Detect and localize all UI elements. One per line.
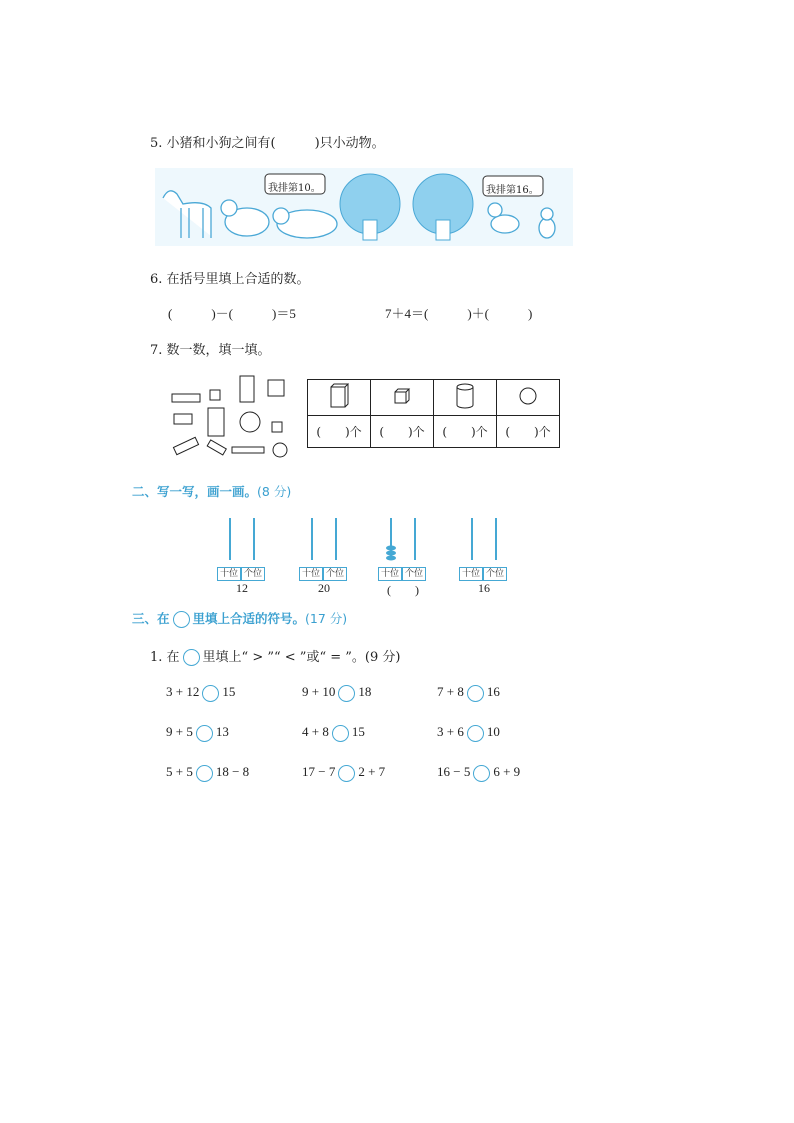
answer-circle[interactable] [196, 725, 213, 742]
count-blank-3[interactable]: ( )个 [434, 416, 497, 448]
count-blank-1[interactable]: ( )个 [308, 416, 371, 448]
section-3-title: 三、在 里填上合适的符号。(17 分) [132, 611, 348, 626]
section-2-title: 二、写一写，画一画。(8 分) [132, 484, 292, 499]
sphere-cell [497, 380, 560, 416]
animals-illustration [155, 168, 573, 246]
abacus-4: 十位 个位 16 [454, 516, 514, 596]
cuboid-tall-cell [308, 380, 371, 416]
answer-circle[interactable] [467, 685, 484, 702]
answer-circle[interactable] [202, 685, 219, 702]
answer-circle[interactable] [332, 725, 349, 742]
compare-r3-c1: 5 + 5 18 − 8 [166, 764, 249, 782]
compare-r1-c1: 3 + 12 15 [166, 684, 235, 702]
answer-circle[interactable] [467, 725, 484, 742]
q5-text: 5. 小猪和小狗之间有( )只小动物。 [150, 136, 385, 151]
q6-equation-2: 7＋4＝( )＋( ) [385, 306, 533, 321]
compare-r2-c2: 4 + 8 15 [302, 724, 365, 742]
answer-circle[interactable] [473, 765, 490, 782]
compare-r3-c3: 16 − 5 6 + 9 [437, 764, 520, 782]
compare-r1-c3: 7 + 8 16 [437, 684, 500, 702]
count-blank-4[interactable]: ( )个 [497, 416, 560, 448]
q6-equation-1: ( )－( )＝5 [168, 306, 296, 321]
mouse-icon [539, 208, 555, 238]
abacus-label-2: 20 [318, 581, 330, 595]
abacus-1: 十位 个位 12 [212, 516, 272, 596]
answer-circle[interactable] [338, 765, 355, 782]
count-blank-2[interactable]: ( )个 [371, 416, 434, 448]
abacus-label-1: 12 [236, 581, 248, 595]
abacus-2: 十位 个位 20 [294, 516, 354, 596]
abacus-3: 十位 个位 ( ) [373, 516, 433, 598]
sec3-sub1: 1. 在 里填上“ > ”“ < ”或“ = ”。(9 分) [150, 650, 401, 665]
compare-r2-c1: 9 + 5 13 [166, 724, 229, 742]
answer-circle[interactable] [196, 765, 213, 782]
abacus-label-3[interactable]: ( ) [387, 583, 419, 597]
compare-r3-c2: 17 − 7 2 + 7 [302, 764, 385, 782]
q6-title: 6. 在括号里填上合适的数。 [150, 272, 310, 287]
bubble-2-text: 我排第16。 [486, 185, 539, 196]
compare-r1-c2: 9 + 10 18 [302, 684, 371, 702]
shape-count-table [307, 379, 560, 448]
cube-cell [371, 380, 434, 416]
solid-shapes-pile [168, 372, 293, 464]
answer-circle[interactable] [338, 685, 355, 702]
circle-icon [173, 611, 190, 628]
abacus-label-4: 16 [478, 581, 490, 595]
compare-r2-c3: 3 + 6 10 [437, 724, 500, 742]
bubble-1-text: 我排第10。 [268, 183, 321, 194]
q7-title: 7. 数一数，填一填。 [150, 343, 271, 358]
circle-icon [183, 649, 200, 666]
cylinder-cell [434, 380, 497, 416]
